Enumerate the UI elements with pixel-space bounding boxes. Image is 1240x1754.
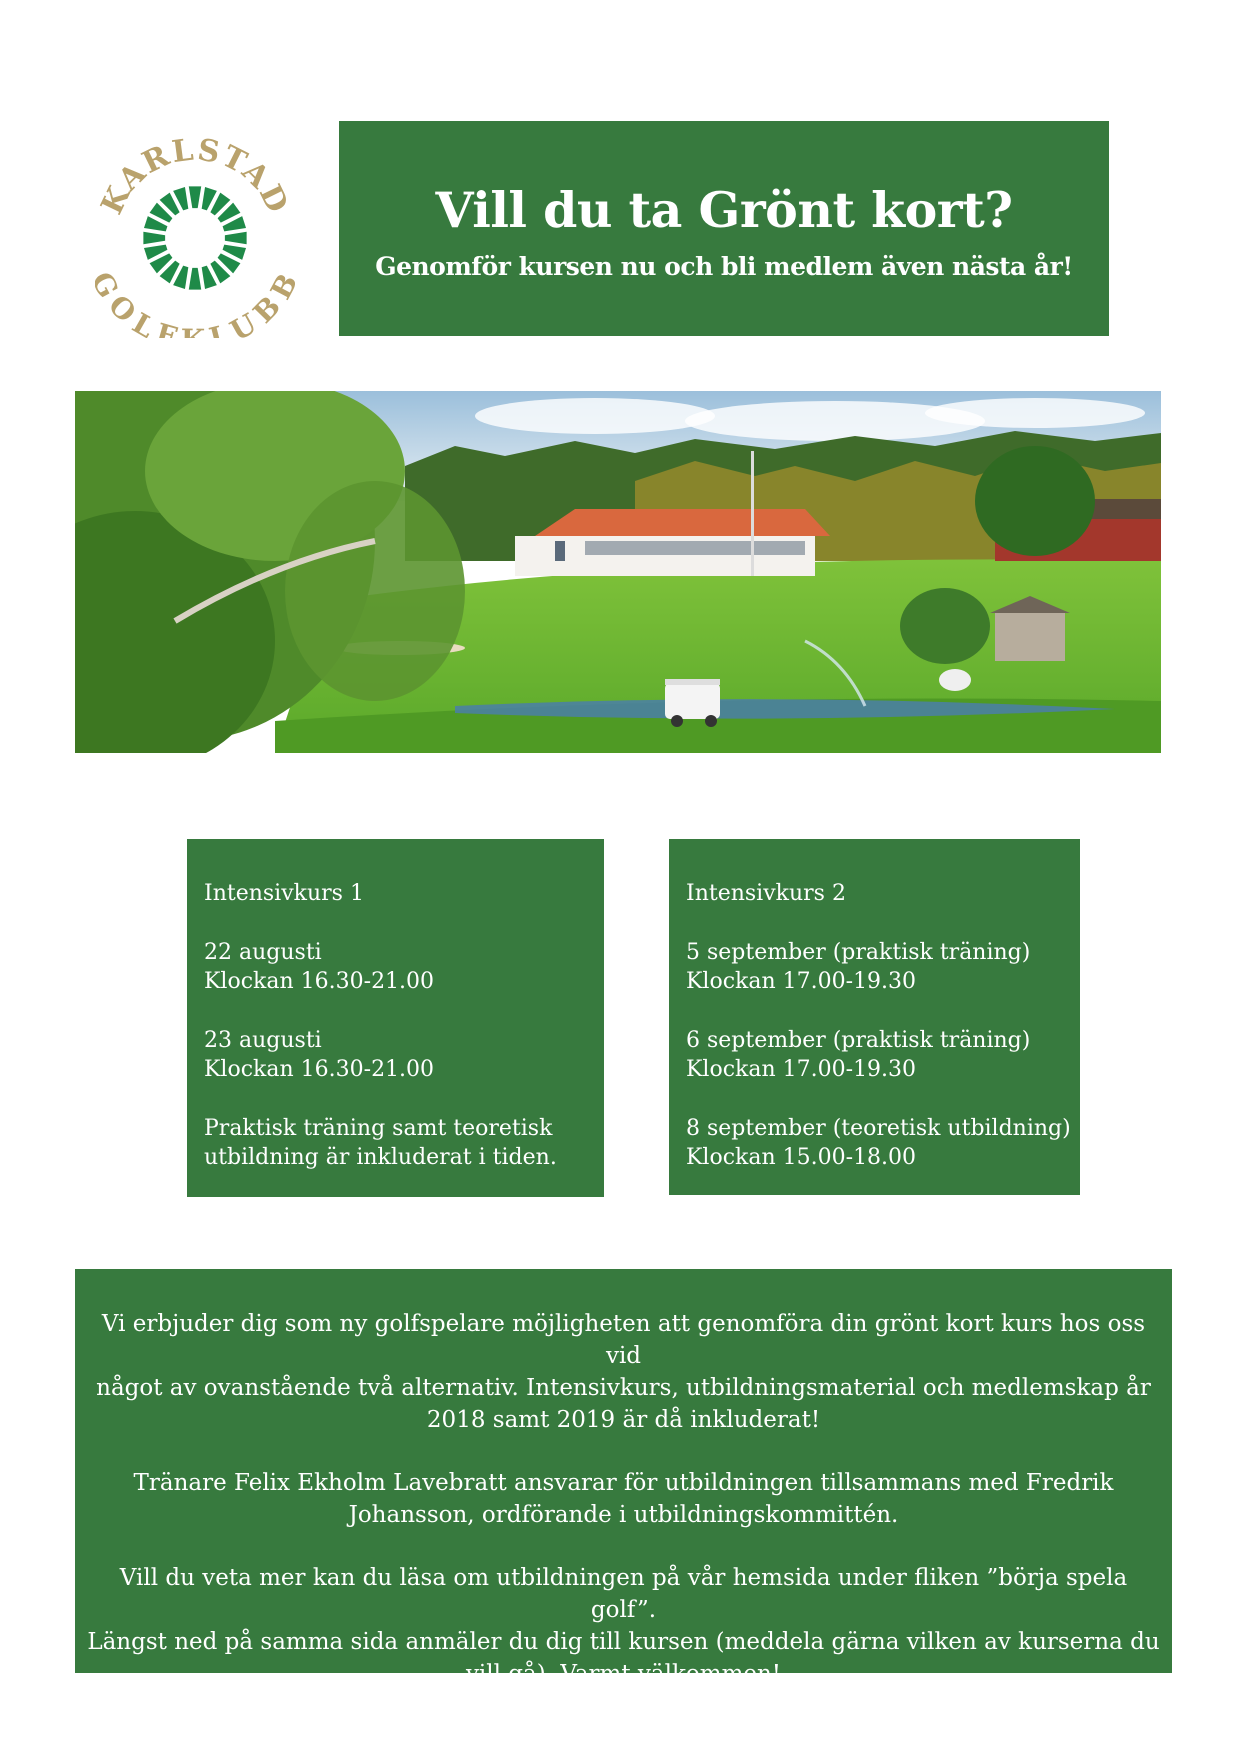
info-line: vill gå). Varmt välkommen! — [465, 1661, 782, 1687]
info-line: Johansson, ordförande i utbildningskommittén. — [348, 1502, 899, 1528]
info-paragraph — [85, 1562, 1162, 1690]
info-line: Längst ned på samma sida anmäler du dig till kursen (meddela gärna vilken av kurserna du — [87, 1629, 1160, 1655]
logo-top-text: KARLSTAD — [95, 138, 295, 220]
course-time: Klockan 16.30-21.00 — [204, 1057, 435, 1082]
course-time: Klockan 17.00-19.30 — [686, 1057, 917, 1082]
course-time: Klockan 15.00-18.00 — [686, 1145, 917, 1170]
course-date-block — [686, 1114, 1070, 1172]
course-date: 5 september (praktisk träning) — [686, 940, 1031, 965]
page-subtitle: Genomför kursen nu och bli medlem även nästa år! — [375, 252, 1073, 281]
info-line: Vi erbjuder dig som ny golfspelare möjligheten att genomföra din grönt kort kurs hos oss vid — [101, 1311, 1146, 1369]
course-title: Intensivkurs 2 — [686, 881, 846, 906]
course-date: 8 september (teoretisk utbildning) — [686, 1116, 1071, 1141]
info-paragraph — [85, 1308, 1162, 1436]
course-note-line: utbildning är inkluderat i tiden. — [204, 1145, 557, 1170]
course-date: 22 augusti — [204, 940, 322, 965]
course-box-intensivkurs-2 — [669, 839, 1080, 1195]
course-date: 6 september (praktisk träning) — [686, 1028, 1031, 1053]
info-box — [75, 1269, 1172, 1687]
info-line: Vill du veta mer kan du läsa om utbildningen på vår hemsida under fliken ”börja spela golf”. — [119, 1565, 1128, 1623]
course-title: Intensivkurs 1 — [204, 881, 364, 906]
course-date: 23 augusti — [204, 1028, 322, 1053]
course-date-block — [204, 938, 594, 996]
page-title: Vill du ta Grönt kort? — [435, 181, 1013, 239]
sun-emblem-icon — [95, 138, 295, 338]
course-note-line: Praktisk träning samt teoretisk — [204, 1116, 553, 1141]
course-time: Klockan 16.30-21.00 — [204, 969, 435, 994]
course-note — [204, 1114, 594, 1172]
logo-bottom-text: OLF LUB — [102, 288, 289, 338]
course-time: Klockan 17.00-19.30 — [686, 969, 917, 994]
info-paragraph — [85, 1467, 1162, 1531]
golf-course-clubhouse-photo — [75, 391, 1161, 753]
course-date-block — [686, 1026, 1070, 1084]
karlstad-golfklubb-logo — [95, 138, 295, 338]
info-line: 2018 samt 2019 är då inkluderat! — [426, 1407, 821, 1433]
info-line: något av ovanstående två alternativ. Intensivkurs, utbildningsmaterial och medlemskap år — [96, 1375, 1151, 1401]
header-banner — [339, 121, 1109, 336]
info-line: Tränare Felix Ekholm Lavebratt ansvarar för utbildningen tillsammans med Fredrik — [133, 1470, 1114, 1496]
course-box-intensivkurs-1 — [187, 839, 604, 1197]
course-date-block — [204, 1026, 594, 1084]
course-date-block — [686, 938, 1070, 996]
